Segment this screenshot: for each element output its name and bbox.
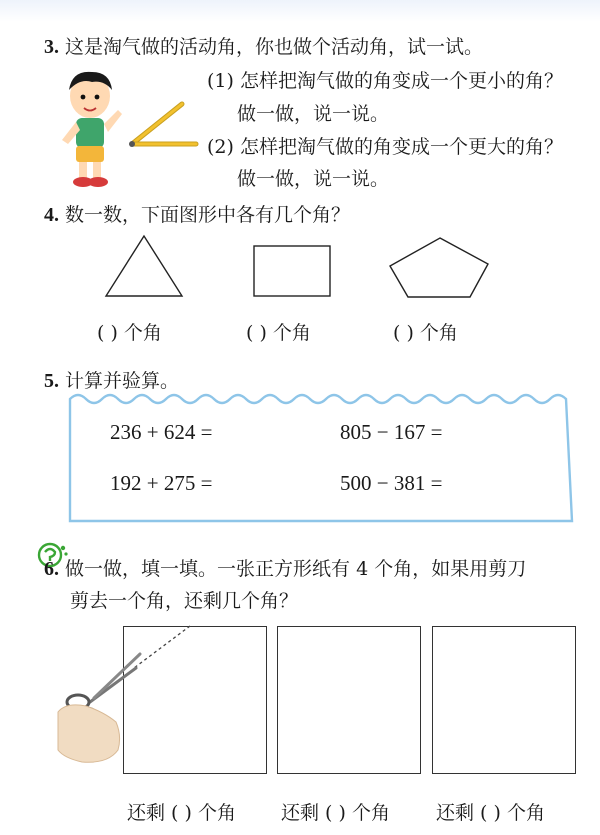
q3-number: 3. (44, 36, 59, 58)
q4-title (44, 200, 350, 227)
shapes-row (0, 228, 600, 308)
q3-title-text: 这是淘气做的活动角，你也做个活动角，试一试。 (65, 36, 484, 58)
q6-answer-3[interactable]: 还剩 ( ) 个角 (436, 802, 545, 824)
calculation-box (66, 393, 576, 525)
calc-expr-2[interactable]: 805 − 167 = (340, 420, 443, 444)
q4-title-text: 数一数，下面图形中各有几个角？ (65, 204, 351, 226)
q5-title-text: 计算并验算。 (65, 370, 180, 392)
pentagon-shape (390, 238, 488, 297)
q6-title-line2: 剪去一个角，还剩几个角？ (70, 590, 299, 612)
q3-sub2: (2) 怎样把淘气做的角变成一个更大的角？ (207, 136, 563, 158)
q6-answer-2[interactable]: 还剩 ( ) 个角 (281, 802, 390, 824)
scissors-cut-illustration (56, 624, 196, 774)
calc-expr-3[interactable]: 192 + 275 = (110, 471, 213, 495)
calc-expr-1[interactable]: 236 + 624 = (110, 420, 213, 444)
rectangle-shape (254, 246, 330, 296)
q4-number: 4. (44, 204, 59, 226)
q6-number: 6. (44, 558, 59, 580)
paper-square-3 (432, 626, 576, 774)
q4-answer-2[interactable]: ( ) 个角 (246, 322, 311, 344)
q3-sub1-follow: 做一做，说一说。 (237, 103, 390, 125)
paper-square-2 (277, 626, 421, 774)
q4-answer-3[interactable]: ( ) 个角 (393, 322, 458, 344)
q5-number: 5. (44, 370, 59, 392)
triangle-shape (106, 236, 182, 296)
q3-sub1: (1) 怎样把淘气做的角变成一个更小的角？ (207, 70, 563, 92)
q6-answer-1[interactable]: 还剩 ( ) 个角 (127, 802, 236, 824)
boy-illustration (58, 66, 126, 190)
q6-title-line1 (44, 554, 526, 581)
q3-title (44, 32, 483, 59)
q4-answer-1[interactable]: ( ) 个角 (97, 322, 162, 344)
q3-sub2-follow: 做一做，说一说。 (237, 168, 390, 190)
activity-angle (126, 98, 200, 152)
q5-title (44, 366, 179, 393)
calc-expr-4[interactable]: 500 − 381 = (340, 471, 443, 495)
q6-title-text: 做一做，填一填。一张正方形纸有 4 个角，如果用剪刀 (65, 558, 527, 580)
